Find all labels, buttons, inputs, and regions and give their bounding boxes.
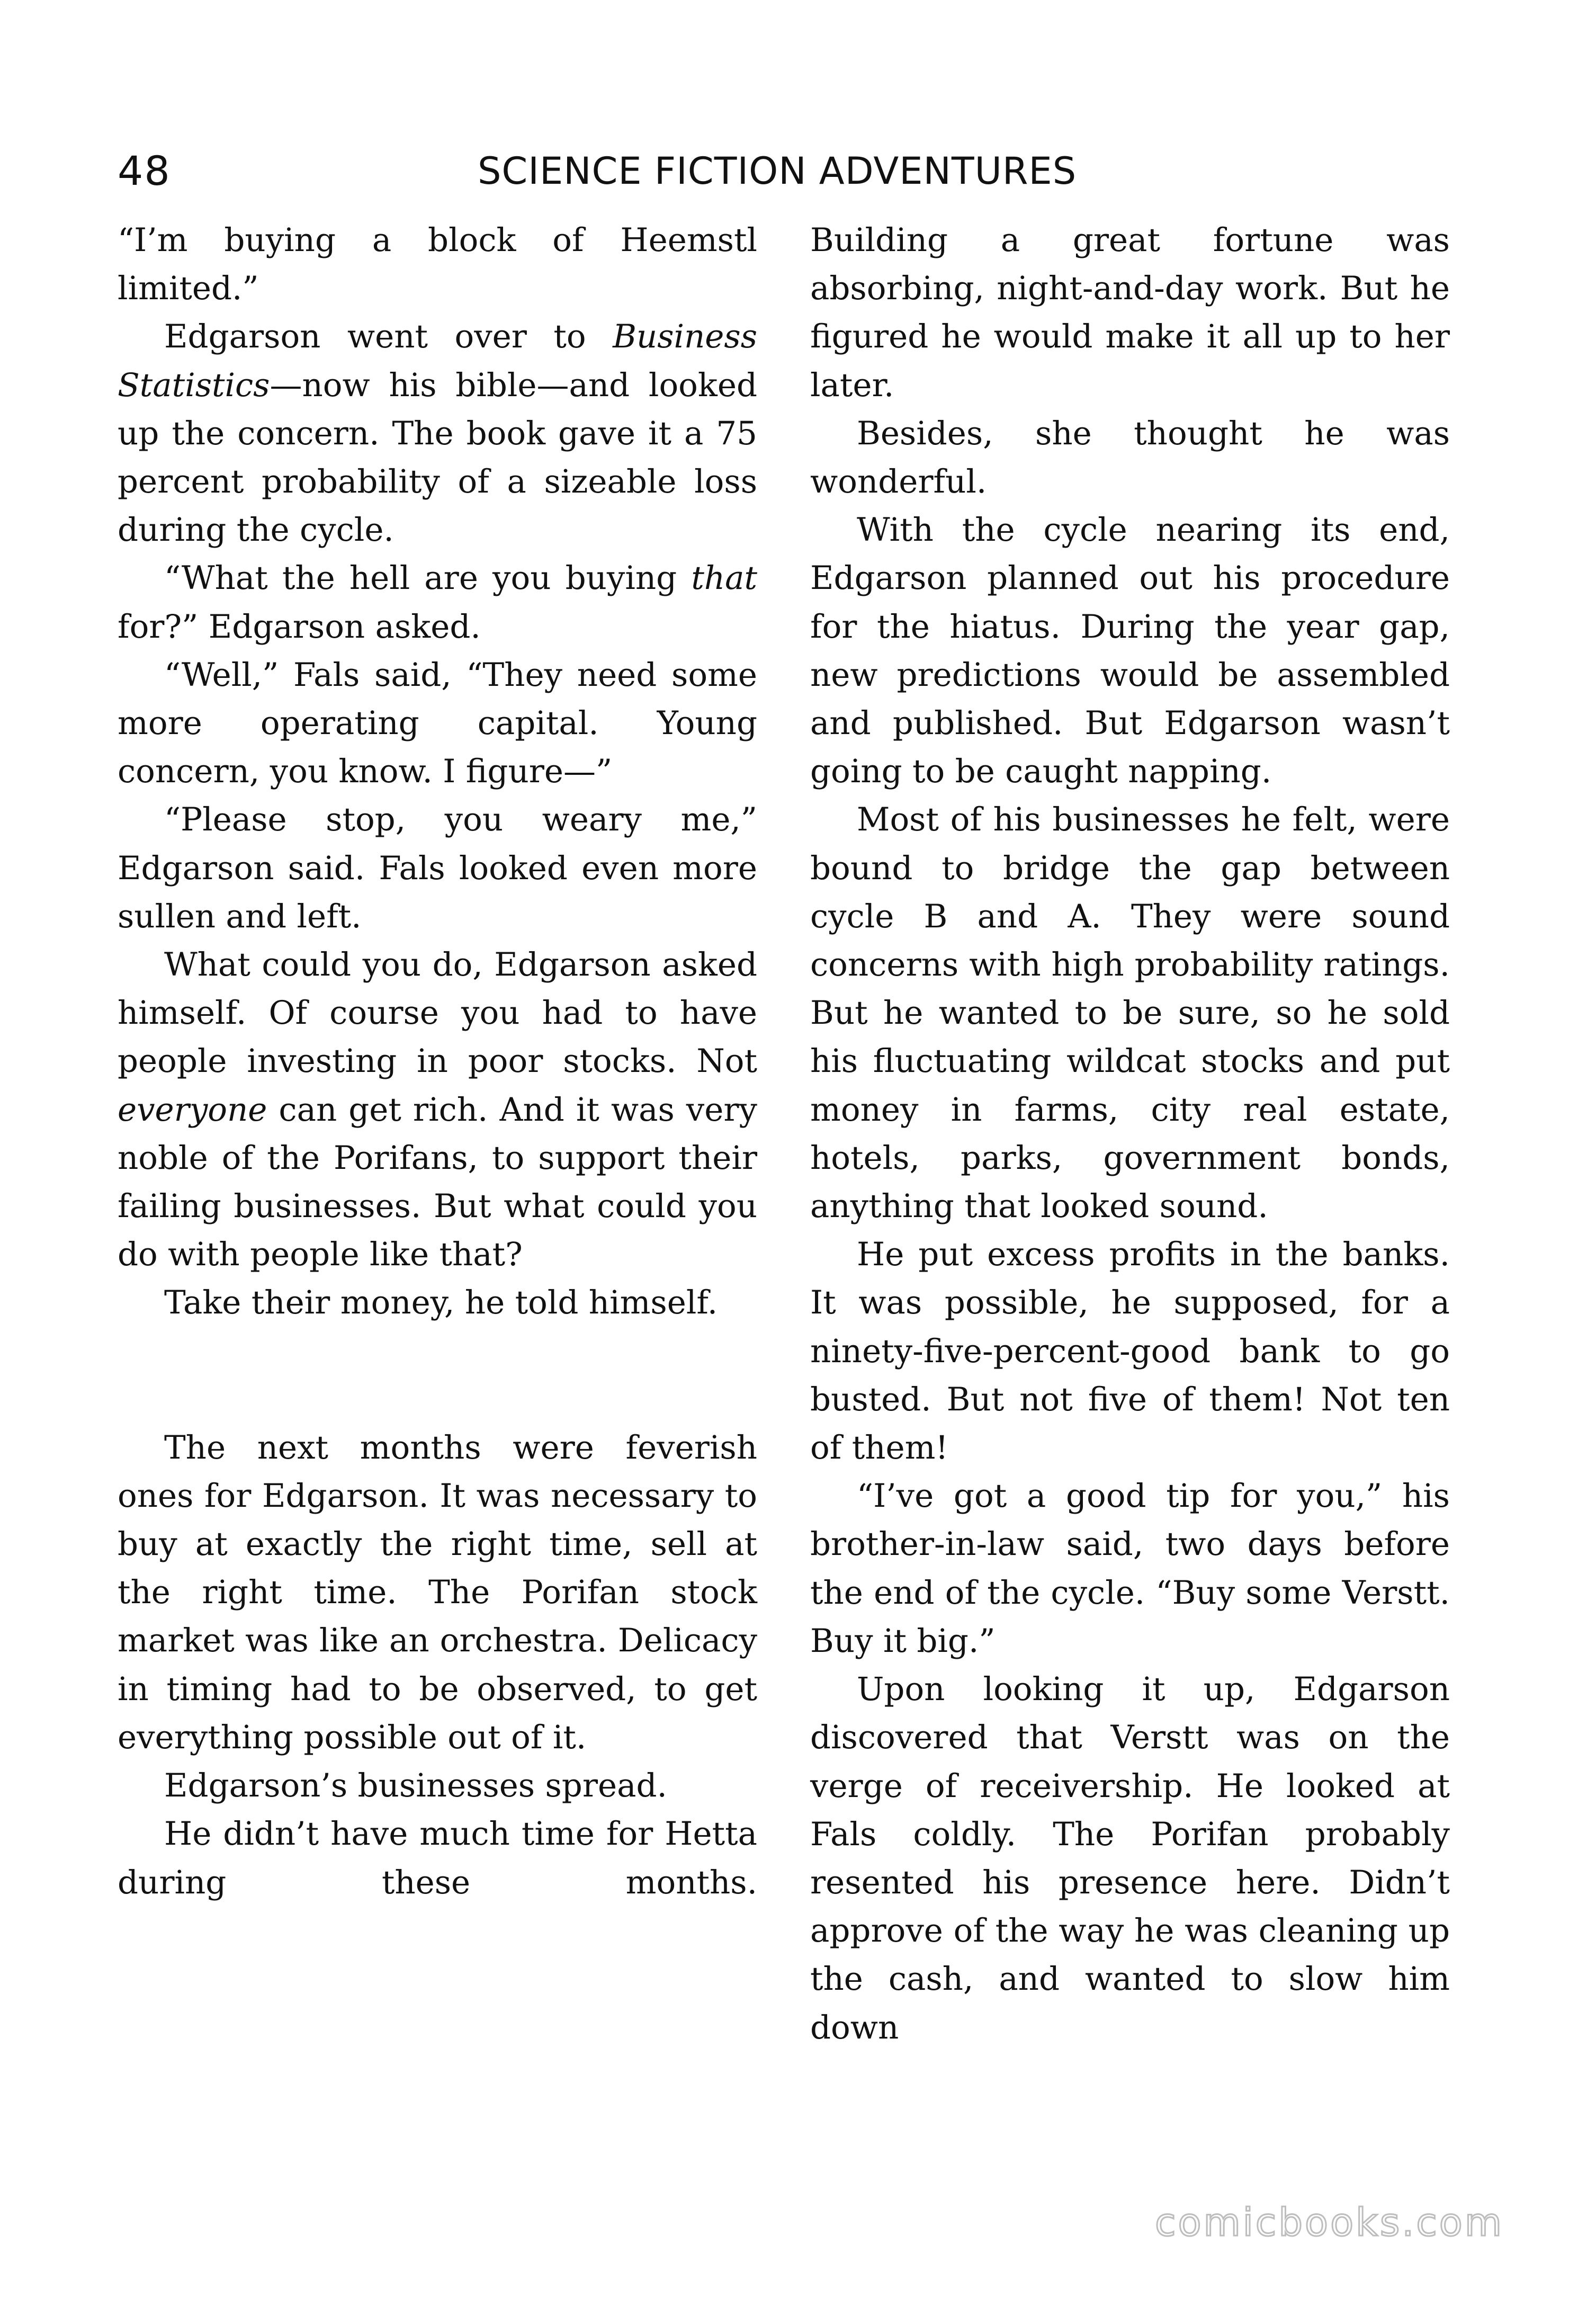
left-column <box>118 216 757 1907</box>
paragraph: “I’ve got a good tip for you,” his brother-in-law said, two days before the end of the cycle. “Buy some Verstt. Buy it big.” <box>810 1477 1450 1660</box>
text-run: What could you do, Edgarson asked himself. Of course you had to have people investing in poor stocks. Not <box>118 946 757 1080</box>
page-number: 48 <box>118 147 171 194</box>
paragraph <box>118 312 757 554</box>
paragraph: Take their money, he told himself. <box>164 1284 718 1322</box>
paragraph: He didn’t have much time for Hetta during these months. <box>118 1815 757 1901</box>
watermark-logo: comicbooks.com <box>1154 2200 1504 2245</box>
text-run: Edgarson went over to <box>164 318 613 356</box>
text-run: “What the hell are you buying <box>164 559 692 597</box>
paragraph: “Well,” Fals said, “They need some more operating capital. Young concern, you know. I figure—” <box>118 656 757 791</box>
paragraph: “Please stop, you weary me,” Edgarson said. Fals looked even more sullen and left. <box>118 801 757 935</box>
section-start-paragraph: The next months were feverish ones for Edgarson. It was necessary to buy at exactly the right time, sell at the right time. The Porifan stock market was like an orchestra. Delicacy in timing had to be observed, to get everything possible out of it. <box>118 1428 757 1756</box>
continued-paragraph: Building a great fortune was absorbing, night-and-day work. But he figured he would make it all up to her later. <box>810 221 1450 404</box>
book-title-italic: Business Statistics <box>118 318 757 404</box>
text-run: can get rich. And it was very noble of the Porifans, to support their failing businesses. But what could you do with people like that? <box>118 1091 757 1274</box>
text-run: —now his bible—and looked up the concern. The book gave it a 75 percent probability of a sizeable loss during the cycle. <box>118 366 757 549</box>
emphasis-italic: that <box>691 559 757 597</box>
paragraph: He put excess profits in the banks. It was possible, he supposed, for a ninety-five-percent-good bank to go busted. But not five of them! Not ten of them! <box>810 1236 1450 1467</box>
paragraph <box>118 941 757 1279</box>
page-header <box>118 142 1457 200</box>
paragraph: “I’m buying a block of Heemstl limited.” <box>118 221 757 308</box>
right-column <box>810 216 1450 2052</box>
paragraph: Upon looking it up, Edgarson discovered that Verstt was on the verge of receivership. He looked at Fals coldly. The Porifan probably resented his presence here. Didn’t approve of the way he was cleaning up the cash, and wanted to slow him down <box>810 1670 1450 2046</box>
paragraph: Besides, she thought he was wonderful. <box>810 414 1450 501</box>
paragraph: Most of his businesses he felt, were bound to bridge the gap between cycle B and A. They were sound concerns with high probability ratings. But he wanted to be sure, so he sold his fluctuating wildcat stocks and put money in farms, city real estate, hotels, parks, government bonds, anything that looked sound. <box>810 801 1450 1226</box>
paragraph: With the cycle nearing its end, Edgarson planned out his procedure for the hiatus. During the year gap, new predictions would be assembled and published. But Edgarson wasn’t going to be caught napping. <box>810 511 1450 791</box>
text-run: for?” Edgarson asked. <box>118 607 481 646</box>
paragraph: Edgarson’s businesses spread. <box>164 1767 667 1805</box>
emphasis-italic: everyone <box>118 1091 267 1129</box>
paragraph <box>118 554 757 650</box>
running-title: SCIENCE FICTION ADVENTURES <box>478 149 1077 193</box>
